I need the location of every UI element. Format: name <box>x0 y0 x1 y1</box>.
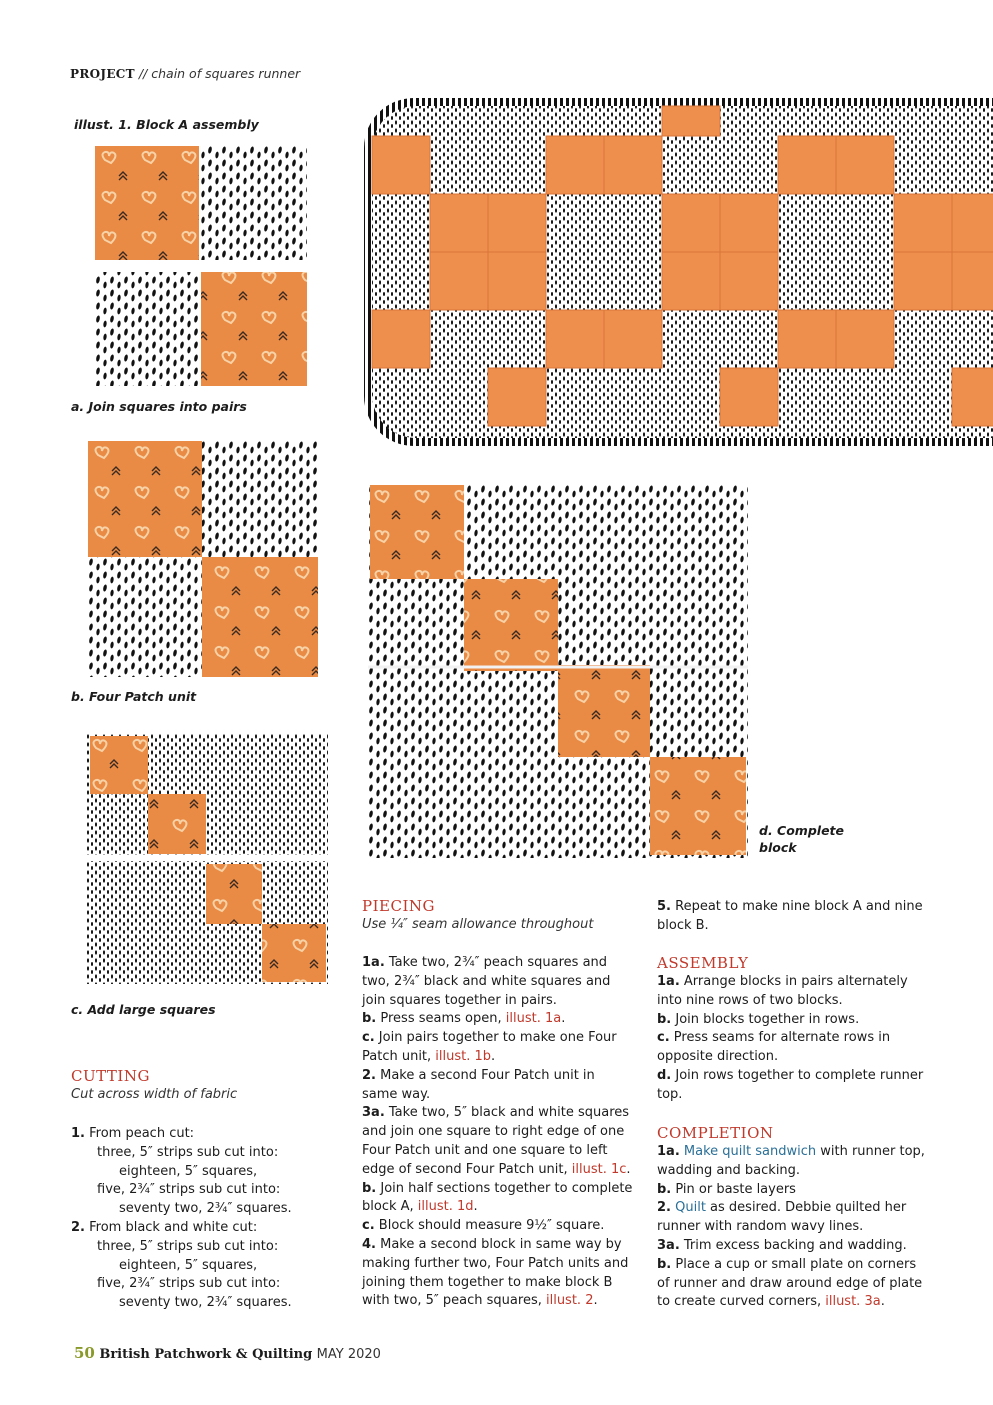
step-5: 5. Repeat to make nine block A and nine block B. <box>657 899 923 933</box>
assembly-step: 1a. Arrange blocks in pairs alternately into nine rows of two blocks. <box>657 974 908 1008</box>
cutting-line: five, 2¾″ strips sub cut into: <box>97 1182 281 1198</box>
completion-step: 1a. Make quilt sandwich with runner top, wadding and backing. <box>657 1144 925 1178</box>
cutting-line: seventy two, 2¾″ squares. <box>119 1295 292 1311</box>
cutting-line: eighteen, 5″ squares, <box>119 1257 258 1273</box>
illustration-1c-large-squares <box>86 734 328 984</box>
assembly-steps <box>657 973 929 1105</box>
assembly-step: d. Join rows together to complete runner top. <box>657 1067 924 1102</box>
cutting-heading: CUTTING <box>71 1067 150 1085</box>
cutting-line: 1. From peach cut: <box>71 1126 195 1141</box>
illustration-reference[interactable]: illust. 2 <box>545 1293 594 1309</box>
piecing-step: c. Join pairs together to make one Four Patch unit, illust. 1b. <box>362 1030 617 1064</box>
header-separator: // <box>134 66 152 81</box>
quilt-sandwich-link[interactable]: Make quilt sandwich <box>683 1144 817 1159</box>
cutting-line: 2. From black and white cut: <box>71 1219 258 1235</box>
caption-a: a. Join squares into pairs <box>71 399 247 414</box>
piecing-step: 3a. Take two, 5″ black and white squares and join one square to right edge of one Four Patch unit and one square to left edge of second Four Patch unit, illust. 1c. <box>362 1105 631 1177</box>
magazine-title: British Patchwork & Quilting <box>99 1347 313 1362</box>
completion-heading: COMPLETION <box>657 1124 774 1142</box>
black-white-square <box>202 441 318 557</box>
completion-step: b. Place a cup or small plate on corners of runner and draw around edge of plate to create curved corners, illust. 3a. <box>657 1256 923 1310</box>
illustration-1d-complete-block <box>368 485 748 858</box>
cutting-line: eighteen, 5″ squares, <box>119 1163 258 1179</box>
peach-square <box>201 272 307 386</box>
issue-date: MAY 2020 <box>316 1347 381 1362</box>
caption-d: d. Complete block <box>759 823 844 855</box>
cutting-subtitle: Cut across width of fabric <box>71 1087 238 1102</box>
piecing-step: 1a. Take two, 2¾″ peach squares and two, 2¾″ black and white squares and join squares together in pairs. <box>362 955 611 1008</box>
black-white-square <box>201 146 307 260</box>
cutting-list <box>71 1125 341 1313</box>
caption-b: b. Four Patch unit <box>71 689 197 704</box>
peach-square <box>148 794 206 854</box>
page-footer <box>74 1344 381 1362</box>
peach-square <box>88 441 202 557</box>
quilt-link[interactable]: Quilt <box>675 1200 706 1216</box>
piecing-step: 2. Make a second Four Patch unit in same way. <box>362 1067 595 1102</box>
black-white-square <box>88 557 202 677</box>
completion-step: b. Pin or baste layers <box>657 1181 796 1197</box>
running-header <box>70 66 300 81</box>
peach-square <box>90 736 148 794</box>
peach-square <box>206 864 262 924</box>
page-number: 50 <box>74 1344 95 1362</box>
cutting-line: five, 2¾″ strips sub cut into: <box>97 1276 281 1292</box>
illustration-1b-four-patch <box>88 441 318 677</box>
piecing-step: c. Block should measure 9½″ square. <box>362 1218 605 1234</box>
piecing-heading: PIECING <box>362 897 435 915</box>
peach-square <box>95 146 199 260</box>
illustration-reference[interactable]: illust. 1b <box>435 1048 492 1064</box>
peach-square <box>650 757 746 855</box>
peach-square <box>262 924 326 982</box>
illustration-reference[interactable]: illust. 3a <box>825 1294 881 1310</box>
cutting-line: three, 5″ strips sub cut into: <box>97 1238 279 1254</box>
assembly-step: c. Press seams for alternate rows in opposite direction. <box>657 1030 891 1065</box>
illustration-reference[interactable]: illust. 1c <box>571 1161 627 1177</box>
caption-c: c. Add large squares <box>71 1002 216 1017</box>
peach-square <box>370 485 464 579</box>
peach-square <box>202 557 318 677</box>
cutting-line: three, 5″ strips sub cut into: <box>97 1144 279 1160</box>
piecing-step: b. Press seams open, illust. 1a. <box>362 1011 566 1027</box>
illustration-reference[interactable]: illust. 1a <box>505 1011 562 1027</box>
peach-square <box>464 579 558 671</box>
project-title: chain of squares runner <box>151 66 301 81</box>
assembly-heading: ASSEMBLY <box>657 954 749 972</box>
illustration-title: illust. 1. Block A assembly <box>74 117 259 132</box>
piecing-step: b. Join half sections together to complete block A, illust. 1d. <box>362 1180 633 1215</box>
section-label: PROJECT <box>70 67 135 81</box>
illustration-reference[interactable]: illust. 1d <box>417 1199 474 1215</box>
assembly-step: b. Join blocks together in rows. <box>657 1011 860 1027</box>
piecing-steps <box>362 954 634 1311</box>
black-white-square <box>95 272 199 386</box>
peach-square <box>558 665 650 757</box>
cutting-line: seventy two, 2¾″ squares. <box>119 1201 292 1217</box>
completion-steps <box>657 1143 929 1312</box>
piecing-step: 4. Make a second block in same way by making further two, Four Patch units and joining them together to make block B with two, 5″ peach squares, illust. 2. <box>362 1236 629 1309</box>
completion-step: 3a. Trim excess backing and wadding. <box>657 1237 907 1253</box>
runner-photo <box>362 96 993 448</box>
illustration-1a-pairs <box>95 146 307 386</box>
completion-step: 2. Quilt as desired. Debbie quilted her runner with random wavy lines. <box>657 1200 907 1235</box>
piecing-subtitle: Use ¼″ seam allowance throughout <box>362 917 594 932</box>
